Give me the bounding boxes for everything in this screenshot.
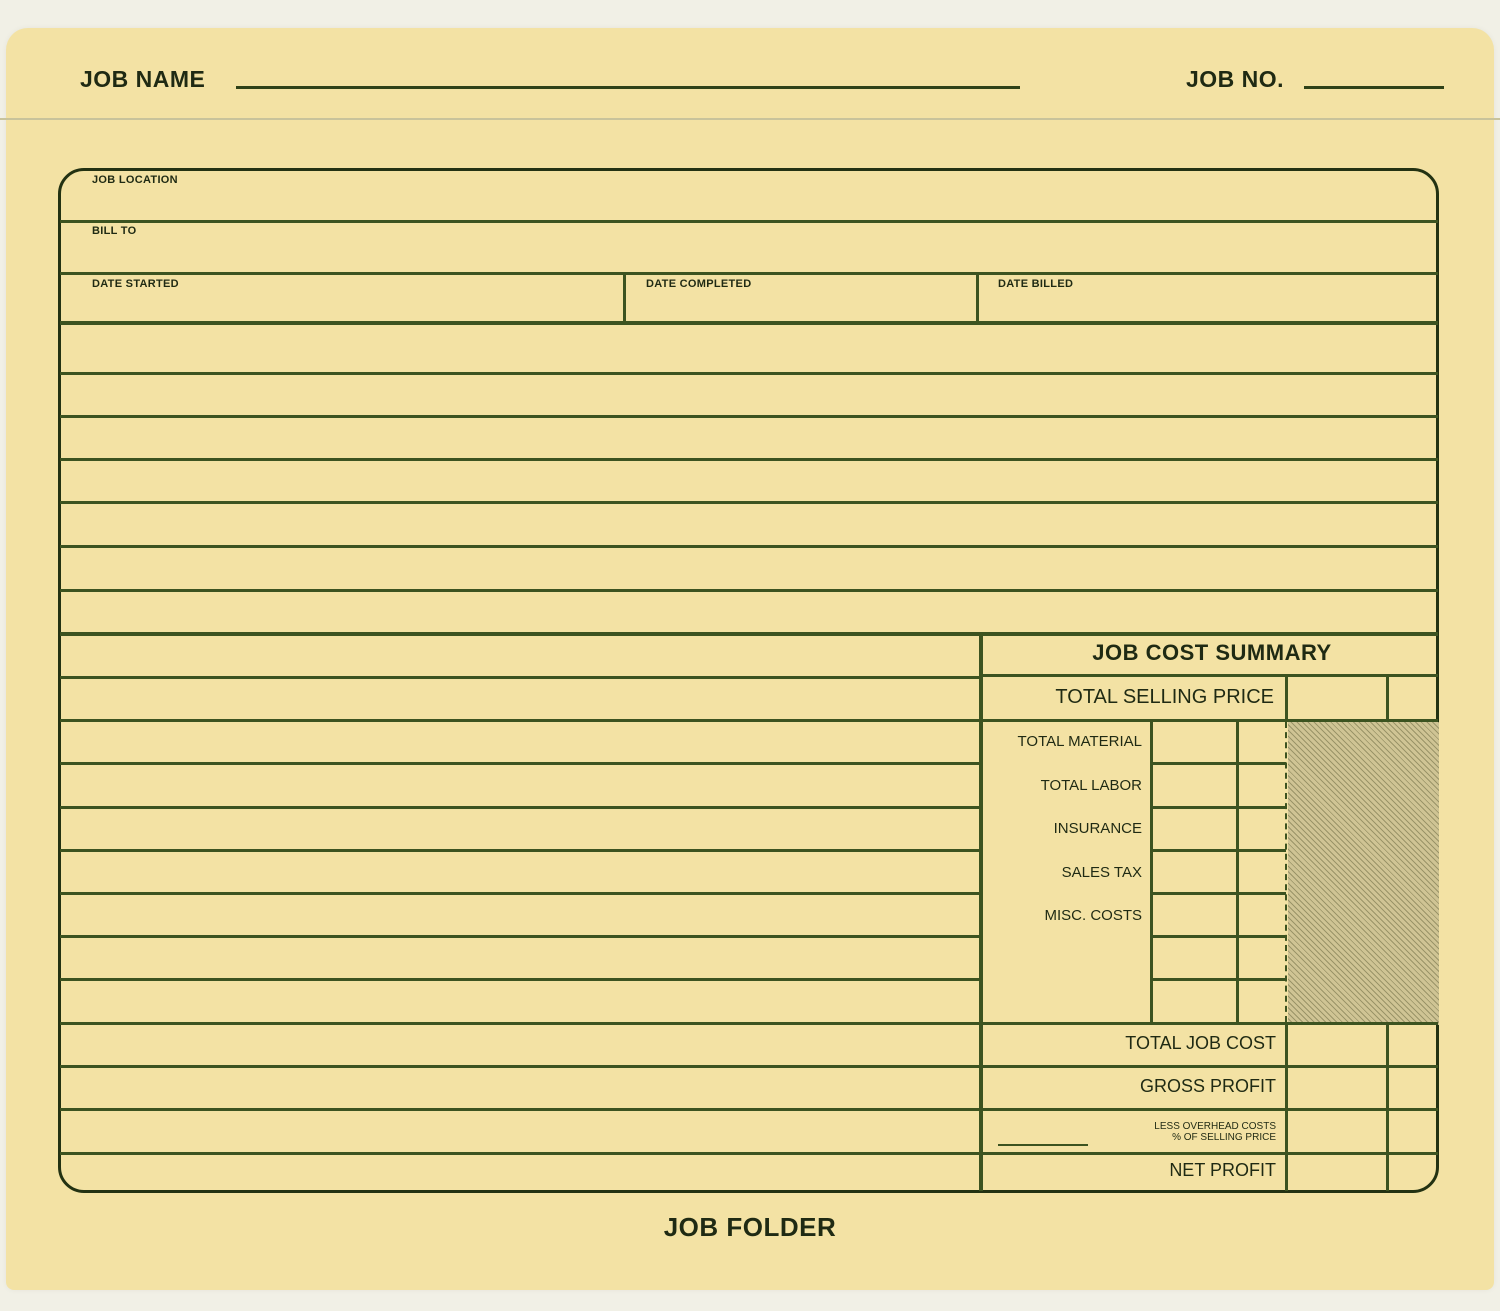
cost-dashed-divider [1285, 722, 1287, 1022]
insurance-label: INSURANCE [1053, 820, 1142, 837]
ruled-line[interactable] [60, 1065, 982, 1068]
ruled-line[interactable] [60, 545, 1438, 548]
ruled-line[interactable] [60, 676, 982, 679]
ruled-line[interactable] [60, 632, 1438, 636]
cost-cell-rule[interactable] [1152, 978, 1286, 981]
summary-col-divider [1285, 676, 1288, 722]
ruled-line[interactable] [60, 849, 982, 852]
date-divider-1 [623, 272, 626, 324]
cost-section-rule [983, 1022, 1438, 1025]
misc-costs-label: MISC. COSTS [1044, 907, 1142, 924]
date-completed-label: DATE COMPLETED [646, 278, 752, 290]
cost-cell-rule[interactable] [1152, 806, 1286, 809]
total-labor-label: TOTAL LABOR [1040, 777, 1142, 794]
cost-cents-divider [1236, 722, 1239, 1022]
total-material-label: TOTAL MATERIAL [1017, 733, 1142, 750]
totals-cents-divider [1386, 1024, 1389, 1191]
cost-cell-rule[interactable] [1152, 892, 1286, 895]
overhead-rule[interactable] [983, 1152, 1438, 1155]
date-started-label: DATE STARTED [92, 278, 179, 290]
job-name-label: JOB NAME [80, 66, 206, 92]
ruled-line[interactable] [60, 935, 982, 938]
bill-to-rule[interactable] [60, 272, 1438, 275]
totals-col-divider [1285, 1024, 1288, 1191]
shaded-block [1288, 722, 1439, 1025]
job-no-field[interactable] [1304, 86, 1444, 89]
gross-profit-rule[interactable] [983, 1108, 1438, 1111]
folder-tab-fold [0, 118, 1500, 120]
ruled-line[interactable] [60, 978, 982, 981]
total-job-cost-rule[interactable] [983, 1065, 1438, 1068]
ruled-line[interactable] [60, 1108, 982, 1111]
dates-rule[interactable] [60, 321, 1438, 325]
date-divider-2 [976, 272, 979, 324]
ruled-line[interactable] [60, 589, 1438, 592]
sales-tax-label: SALES TAX [1061, 864, 1142, 881]
gross-profit-label: GROSS PROFIT [1139, 1076, 1276, 1096]
ruled-line[interactable] [60, 372, 1438, 375]
cost-col-divider [1150, 722, 1153, 1022]
job-folder-title: JOB FOLDER [663, 1212, 837, 1242]
total-job-cost-label: TOTAL JOB COST [1125, 1033, 1276, 1053]
cost-cell-rule[interactable] [1152, 935, 1286, 938]
ruled-line[interactable] [60, 892, 982, 895]
ruled-line[interactable] [60, 762, 982, 765]
bill-to-label: BILL TO [92, 225, 137, 237]
net-profit-label: NET PROFIT [1169, 1160, 1276, 1180]
ruled-line[interactable] [60, 415, 1438, 418]
total-selling-price-label: TOTAL SELLING PRICE [1055, 686, 1274, 708]
job-name-field[interactable] [236, 86, 1020, 89]
job-location-label: JOB LOCATION [92, 174, 178, 186]
ruled-line[interactable] [60, 1152, 982, 1155]
summary-cents-divider [1386, 676, 1389, 722]
overhead-percent-field[interactable] [998, 1144, 1088, 1146]
cost-cell-rule[interactable] [1152, 762, 1286, 765]
cost-cell-rule[interactable] [1152, 849, 1286, 852]
ruled-line[interactable] [60, 1022, 982, 1025]
less-overhead-line2: % OF SELLING PRICE [1172, 1132, 1276, 1143]
less-overhead-line1: LESS OVERHEAD COSTS [1154, 1121, 1276, 1132]
ruled-line[interactable] [60, 806, 982, 809]
job-location-rule[interactable] [60, 220, 1438, 223]
summary-title: JOB COST SUMMARY [1092, 640, 1332, 665]
ruled-line[interactable] [60, 458, 1438, 461]
job-no-label: JOB NO. [1186, 66, 1285, 92]
ruled-line[interactable] [60, 501, 1438, 504]
summary-title-rule [983, 674, 1438, 677]
date-billed-label: DATE BILLED [998, 278, 1074, 290]
ruled-line[interactable] [60, 719, 982, 722]
